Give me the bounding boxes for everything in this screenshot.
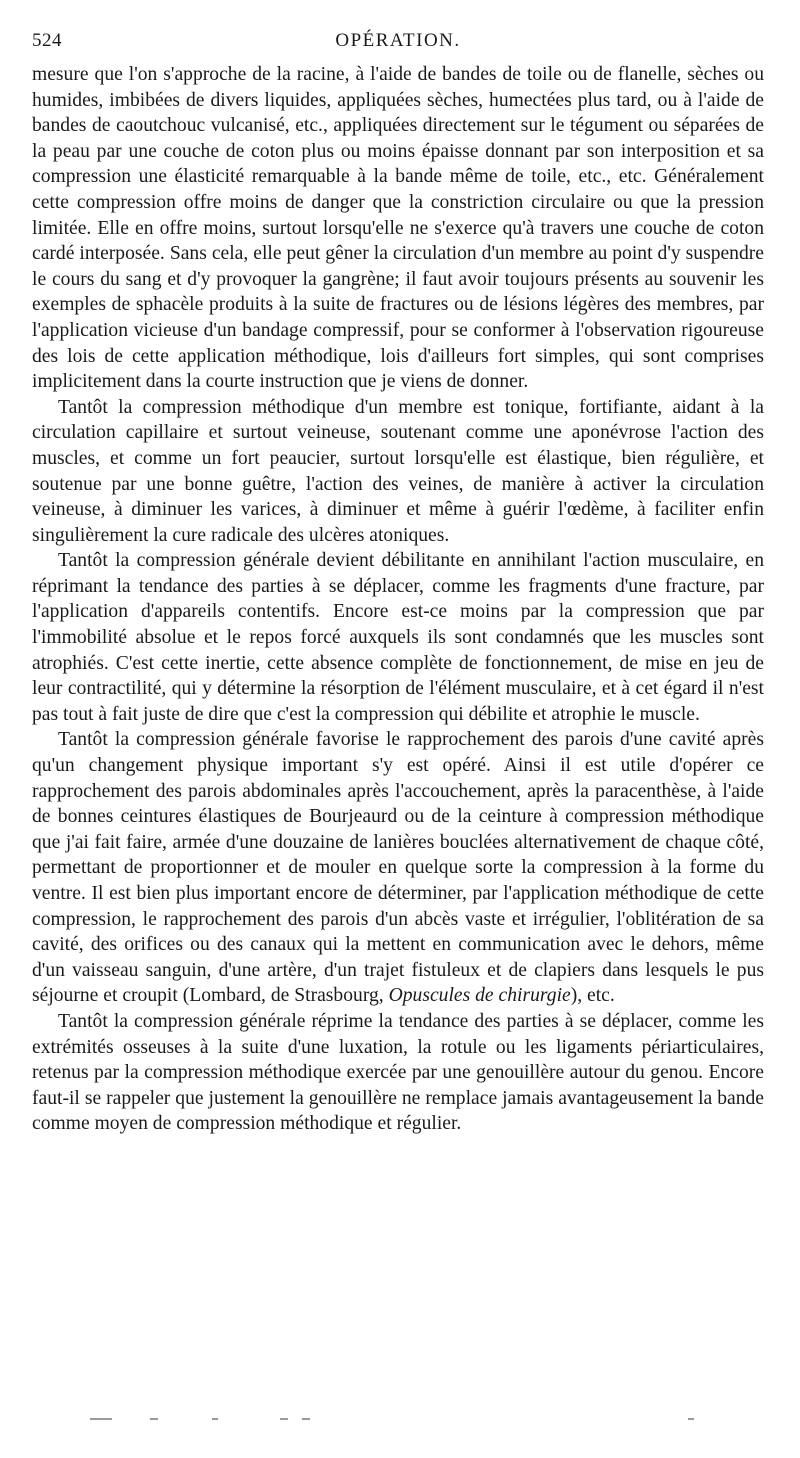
paragraph-1: [32, 62, 764, 395]
scan-mark: [280, 1418, 288, 1420]
footer-scan-marks: [90, 1418, 710, 1422]
book-title: Opuscules de chirurgie: [388, 985, 571, 1007]
paragraph-5-text: Tantôt la compression générale réprime la tendance des parties à se déplacer, comme les extrémités osseuses à la suite d'une luxation, la rotule ou les ligaments périarticulaires, retenus par la compression méthodique exercée par une genouillère autour du genou. Encore faut-il se rappeler que justement la genouillère ne remplace jamais avantageusement la bande comme moyen de compression méthodique et régulier.: [32, 1010, 764, 1135]
paragraph-4-tail: ), etc.: [570, 985, 615, 1007]
scan-mark: [302, 1418, 310, 1420]
paragraph-3-text: Tantôt la compression générale devient débilitante en annihilant l'action musculaire, en réprimant la tendance des parties à se déplacer, comme les fragments d'une fracture, par l'application d'appareils contentifs. Encore est-ce moins par la compression que par l'immobilité absolue et le repos forcé auxquels ils sont condamnés que les muscles sont atrophiés. C'est cette inertie, cette absence complète de fonctionnement, de mise en jeu de leur contractilité, qui y détermine la résorption de l'élément musculaire, et à cet égard il n'est pas tout à fait juste de dire que c'est la compression qui débilite et atrophie le muscle.: [32, 550, 764, 725]
scan-mark: [150, 1418, 158, 1420]
paragraph-2: [32, 395, 764, 549]
scan-mark: [688, 1418, 694, 1420]
paragraph-1-text: mesure que l'on s'approche de la racine, à l'aide de bandes de toile ou de flanelle, sèches ou humides, imbibées de divers liquides, appliquées sèches, humectées plus tard, ou à l'aide de bandes de caoutchouc vulcanisé, etc., appliquées directement sur le tégument ou séparées de la peau par une couche de coton plus ou moins épaisse donnant par son interposition et sa compression une élasticité remarquable à la bande même de toile, etc., etc. Généralement cette compression offre moins de danger que la constriction circulaire ou que la pression limitée. Elle en offre moins, surtout lorsqu'elle ne s'exerce qu'à travers une couche de coton cardé interposée. Sans cela, elle peut gêner la circulation d'un membre au point d'y suspendre le cours du sang et d'y provoquer la gangrène; il faut avoir toujours présents au souvenir les exemples de sphacèle produits à la suite de fractures ou de lésions légères des membres, par l'application vicieuse d'un bandage compressif, pour se conformer à l'observation rigoureuse des lois de cette application méthodique, lois d'ailleurs fort simples, qui sont comprises implicitement dans la courte instruction que je viens de donner.: [32, 64, 764, 393]
paragraph-5: [32, 1009, 764, 1137]
scan-mark: [90, 1418, 112, 1420]
paragraph-4-text: Tantôt la compression générale favorise le rapprochement des parois d'une cavité après qu'un changement physique important s'y est opéré. Ainsi il est utile d'opérer ce rapprochement des parois abdominales après l'accouchement, après la paracenthèse, à l'aide de bonnes ceintures élastiques de Bourjeaurd ou de la ceinture à compression méthodique que j'ai fait faire, armée d'une douzaine de lanières bouclées alternativement de chaque côté, permettant de proportionner et de mouler en quelque sorte la compression à la forme du ventre. Il est bien plus important encore de déterminer, par l'application méthodique de cette compression, le rapprochement des parois d'un abcès vaste et irrégulier, l'oblitération de sa cavité, des orifices ou des canaux qui la mettent en communication avec le dehors, même d'un vaisseau sanguin, d'une artère, d'un trajet fistuleux et de clapiers dans lesquels le pus séjourne et croupit (Lombard, de Strasbourg,: [32, 729, 764, 1007]
scan-mark: [212, 1418, 218, 1420]
paragraph-4: [32, 727, 764, 1009]
body-text: [32, 62, 764, 1137]
paragraph-2-text: Tantôt la compression méthodique d'un membre est tonique, fortifiante, aidant à la circulation capillaire et surtout veineuse, soutenant comme une aponévrose l'action des muscles, et comme un fort peaucier, surtout lorsqu'elle est élastique, bien régulière, et soutenue par une bonne guêtre, l'action des veines, de manière à activer la circulation veineuse, à diminuer les varices, à diminuer et même à guérir l'œdème, à faciliter enfin singulièrement la cure radicale des ulcères atoniques.: [32, 396, 764, 546]
paragraph-3: [32, 548, 764, 727]
page-number: 524: [32, 30, 62, 51]
page-header: [32, 24, 764, 58]
running-title: OPÉRATION.: [335, 30, 461, 51]
